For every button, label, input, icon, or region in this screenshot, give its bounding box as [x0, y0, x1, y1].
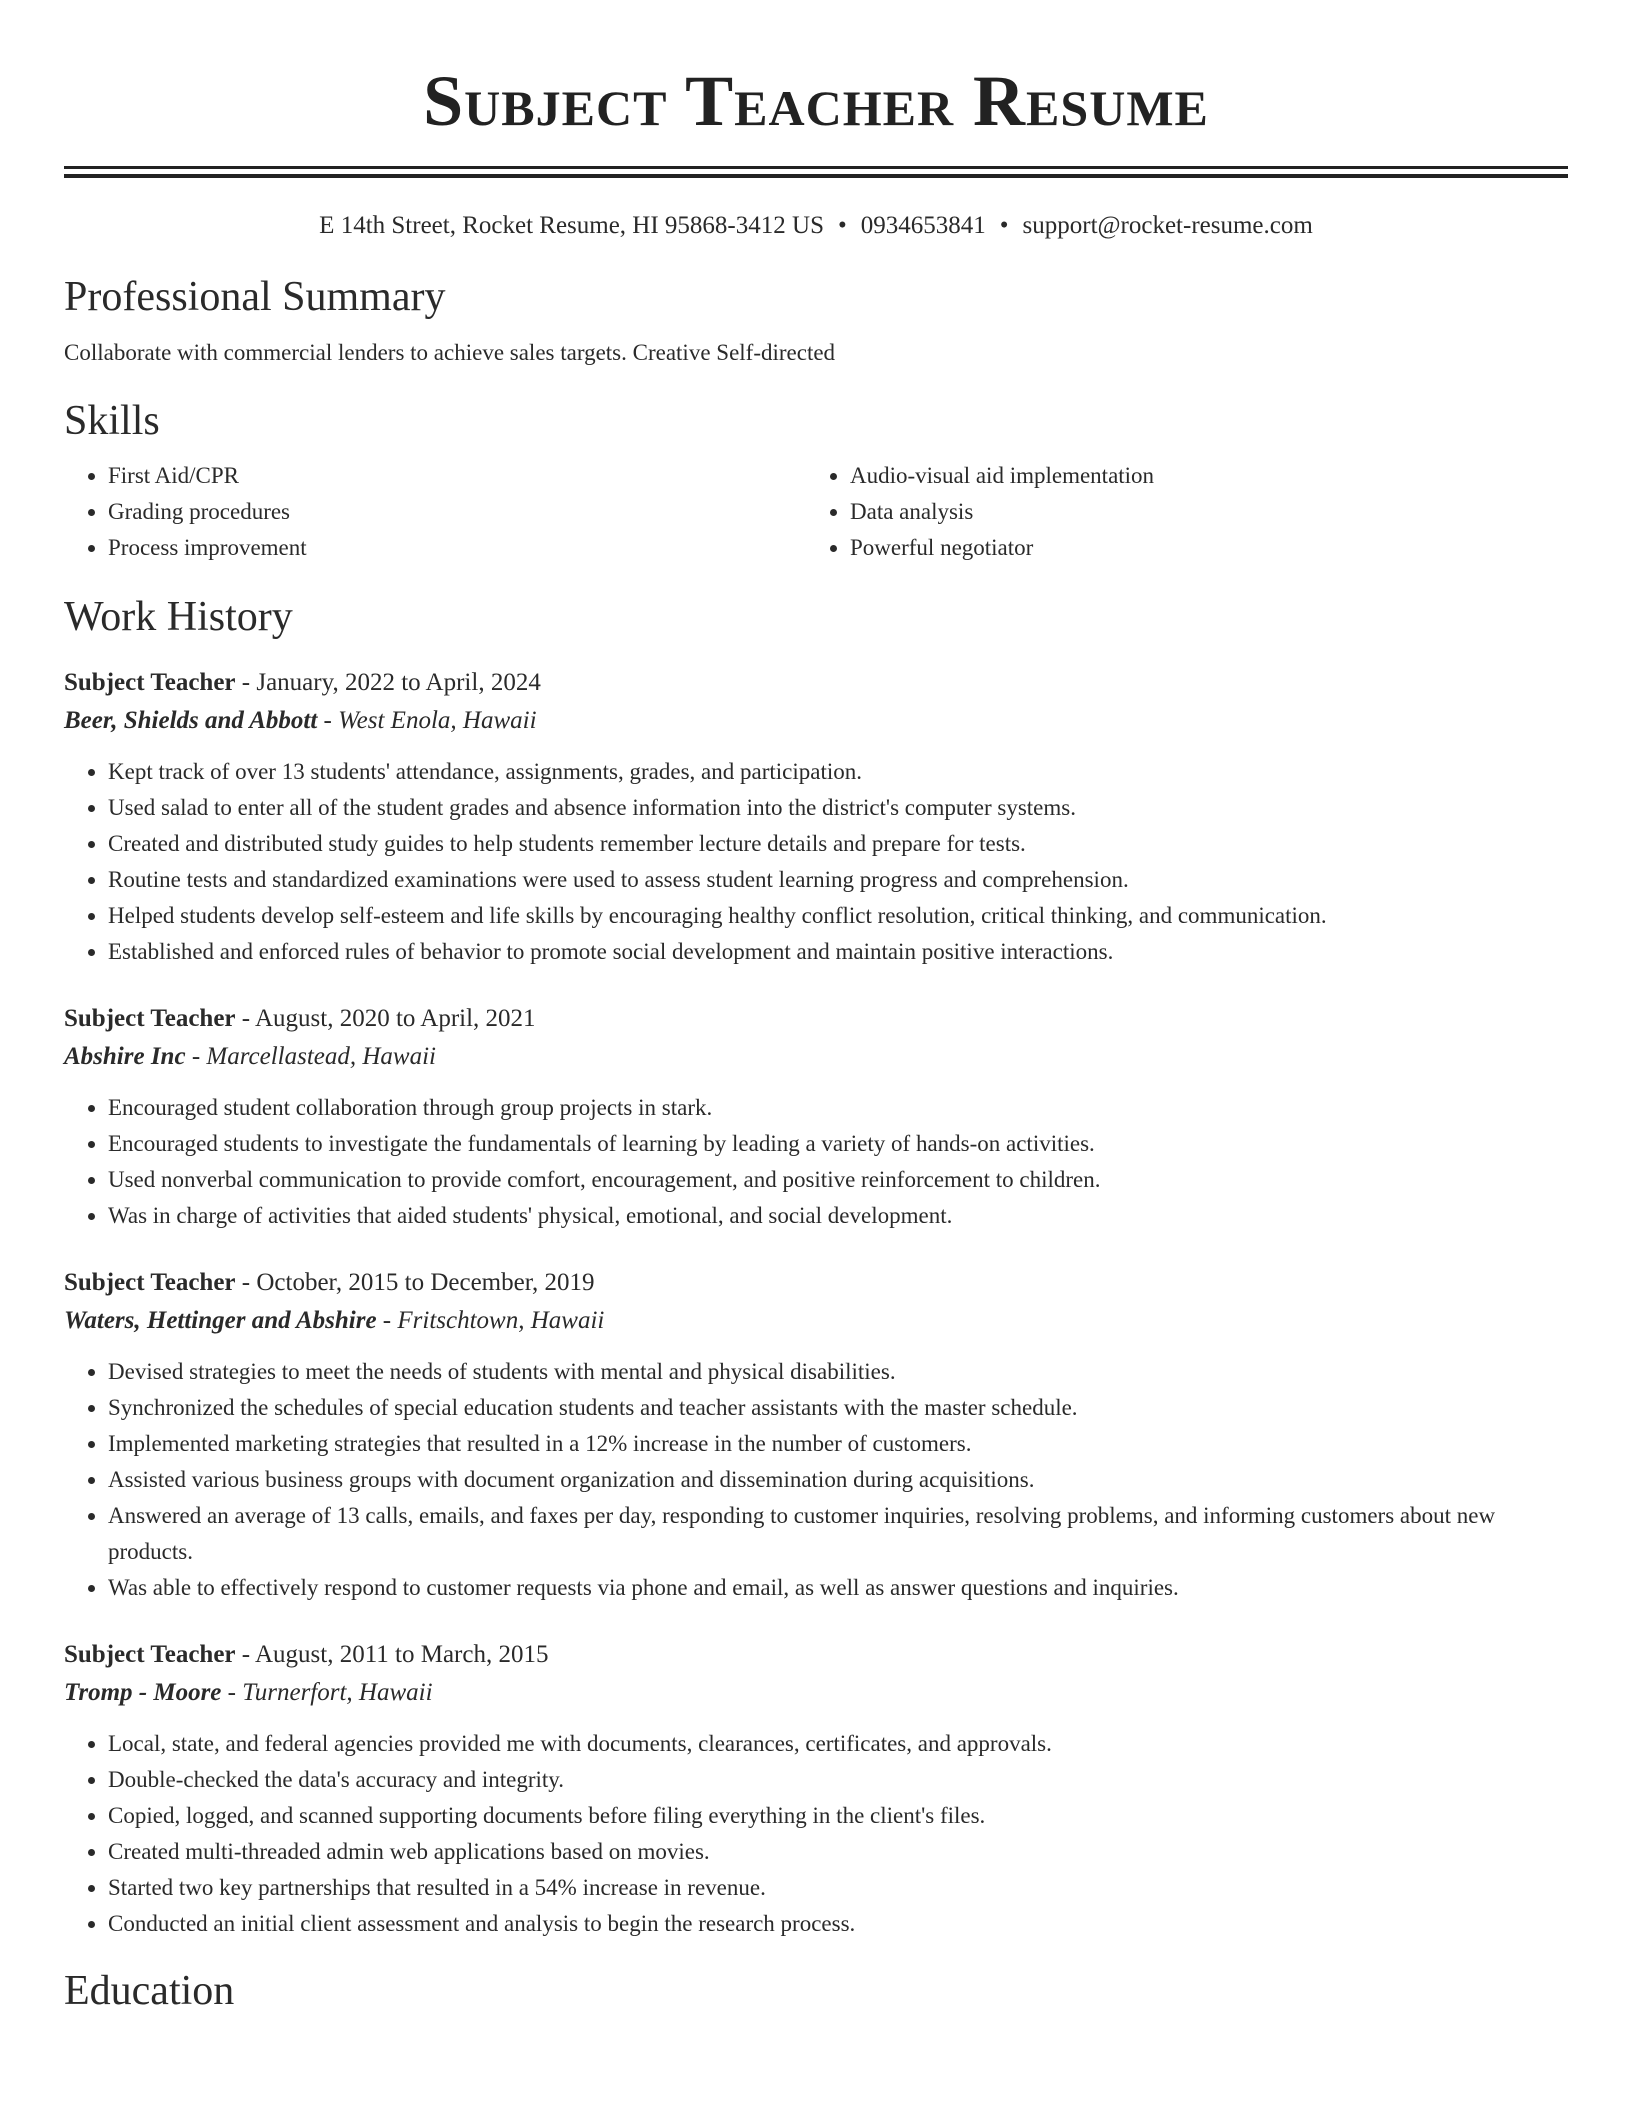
job-bullet: • Routine tests and standardized examinations were used to assess student learning progress and comprehension. [108, 862, 1568, 898]
job-location: - Marcellastead, Hawaii [185, 1043, 436, 1070]
job-bullet: • Synchronized the schedules of special education students and teacher assistants with the master schedule. [108, 1390, 1568, 1426]
job-bullets [64, 1726, 1568, 1942]
contact-address: E 14th Street, Rocket Resume, HI 95868-3412 US [319, 212, 824, 239]
job-company-line [64, 1674, 1568, 1712]
job-location: - Turnerfort, Hawaii [221, 1679, 433, 1706]
job-dates: - January, 2022 to April, 2024 [235, 669, 541, 696]
job-bullet: • Used nonverbal communication to provide comfort, encouragement, and positive reinforcement to children. [108, 1162, 1568, 1198]
job-role: Subject Teacher [64, 669, 236, 696]
job-bullets [64, 1090, 1568, 1234]
contact-line [64, 210, 1568, 242]
job-dates: - August, 2011 to March, 2015 [235, 1641, 549, 1668]
job-bullet: • Created multi-threaded admin web applications based on movies. [108, 1834, 1568, 1870]
job-bullet: • Encouraged student collaboration through group projects in stark. [108, 1090, 1568, 1126]
job-bullet: • Encouraged students to investigate the fundamentals of learning by leading a variety of hands-on activities. [108, 1126, 1568, 1162]
title-double-rule [64, 166, 1568, 178]
job-header [64, 1636, 1568, 1674]
skills-column-right [806, 458, 1548, 566]
job-entry [64, 1264, 1568, 1606]
job-bullets [64, 1354, 1568, 1606]
section-heading-education: Education [64, 1968, 235, 2014]
job-bullets [64, 754, 1568, 970]
job-bullet: • Was able to effectively respond to customer requests via phone and email, as well as answer questions and inquiries. [108, 1570, 1568, 1606]
skill-item: • Powerful negotiator [850, 530, 1548, 566]
job-bullet: • Helped students develop self-esteem and life skills by encouraging healthy conflict resolution, critical thinking, and communication. [108, 898, 1568, 934]
job-dates: - October, 2015 to December, 2019 [235, 1269, 595, 1296]
job-bullet: • Created and distributed study guides to help students remember lecture details and prepare for tests. [108, 826, 1568, 862]
job-bullet: • Established and enforced rules of behavior to promote social development and maintain positive interactions. [108, 934, 1568, 970]
job-entry [64, 1000, 1568, 1234]
skill-item: • Audio-visual aid implementation [850, 458, 1548, 494]
skill-item: • Process improvement [108, 530, 806, 566]
job-bullet: • Assisted various business groups with document organization and dissemination during acquisitions. [108, 1462, 1568, 1498]
skill-item: • First Aid/CPR [108, 458, 806, 494]
resume-title: Subject Teacher Resume [423, 61, 1209, 141]
job-bullet: • Kept track of over 13 students' attendance, assignments, grades, and participation. [108, 754, 1568, 790]
skills-list-right [806, 458, 1548, 566]
job-company-line [64, 702, 1568, 740]
contact-phone: 0934653841 [860, 212, 986, 239]
skills-section [64, 396, 1568, 566]
job-header [64, 1264, 1568, 1302]
contact-email: support@rocket-resume.com [1022, 212, 1313, 239]
job-company: Beer, Shields and Abbott [64, 707, 318, 734]
job-company-line [64, 1302, 1568, 1340]
job-location: - West Enola, Hawaii [317, 707, 537, 734]
job-bullet: • Devised strategies to meet the needs of students with mental and physical disabilities. [108, 1354, 1568, 1390]
job-company: Tromp - Moore [64, 1679, 222, 1706]
section-heading-work-history: Work History [64, 594, 293, 640]
skills-grid [64, 458, 1568, 566]
job-role: Subject Teacher [64, 1269, 236, 1296]
job-location: - Fritschtown, Hawaii [376, 1307, 605, 1334]
contact-separator: • [837, 212, 847, 239]
job-bullet: • Used salad to enter all of the student grades and absence information into the district's computer systems. [108, 790, 1568, 826]
job-bullet: • Implemented marketing strategies that resulted in a 12% increase in the number of customers. [108, 1426, 1568, 1462]
summary-text: Collaborate with commercial lenders to achieve sales targets. Creative Self-directed [64, 340, 836, 365]
job-role: Subject Teacher [64, 1005, 236, 1032]
job-header [64, 1000, 1568, 1038]
job-bullet: • Was in charge of activities that aided students' physical, emotional, and social development. [108, 1198, 1568, 1234]
job-bullet: • Started two key partnerships that resulted in a 54% increase in revenue. [108, 1870, 1568, 1906]
education-section [64, 1966, 1568, 2016]
job-bullet: • Answered an average of 13 calls, emails, and faxes per day, responding to customer inquiries, resolving problems, and informing customers about new products. [108, 1498, 1568, 1570]
section-heading-skills: Skills [64, 398, 160, 444]
skill-item: • Data analysis [850, 494, 1548, 530]
skills-column-left [64, 458, 806, 566]
work-history-section [64, 592, 1568, 1942]
job-company-line [64, 1038, 1568, 1076]
job-bullet: • Local, state, and federal agencies provided me with documents, clearances, certificates, and approvals. [108, 1726, 1568, 1762]
job-entry [64, 1636, 1568, 1942]
professional-summary-section [64, 272, 1568, 368]
job-company: Abshire Inc [64, 1043, 186, 1070]
section-heading-summary: Professional Summary [64, 274, 446, 320]
job-dates: - August, 2020 to April, 2021 [235, 1005, 536, 1032]
job-bullet: • Conducted an initial client assessment and analysis to begin the research process. [108, 1906, 1568, 1942]
contact-separator: • [999, 212, 1009, 239]
job-role: Subject Teacher [64, 1641, 236, 1668]
job-bullet: • Copied, logged, and scanned supporting documents before filing everything in the client's files. [108, 1798, 1568, 1834]
job-header [64, 664, 1568, 702]
job-entry [64, 664, 1568, 970]
job-company: Waters, Hettinger and Abshire [64, 1307, 377, 1334]
skills-list-left [64, 458, 806, 566]
skill-item: • Grading procedures [108, 494, 806, 530]
job-bullet: • Double-checked the data's accuracy and integrity. [108, 1762, 1568, 1798]
